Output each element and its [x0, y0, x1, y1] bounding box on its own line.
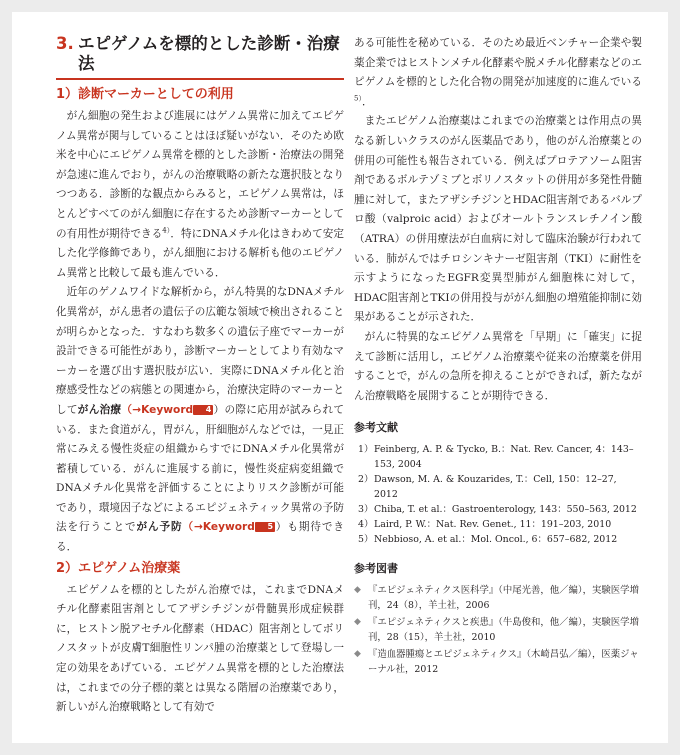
paragraph-1-text-b: ．特にDNAメチル化はきわめて安定した化学修飾であり，がん細胞における解析も他のエピゲノム異常と比較して最も進んでいる． [56, 227, 344, 279]
page [12, 12, 668, 743]
reference-item [354, 502, 642, 517]
reference-item [354, 442, 642, 472]
section-rule [56, 78, 344, 80]
reference-text: Feinberg, A. P. & Tycko, B.：Nat. Rev. Cancer, 4：143–153, 2004 [374, 444, 634, 471]
paragraph-2-text-b: ）の際に応用が試みられている．また食道がん，胃がん，肝細胞がんなどでは，一見正常にみえる慢性炎症の組織からすでにDNAメチル化異常が蓄積している．がんに進展する前に，慢性炎症病変組織でDNAメチル化異常を評価することによりリスク診断が可能であり，環境因子などによるエピジェネティック異常の予防法を行うことで [56, 403, 345, 534]
reference-number: 5） [358, 534, 374, 546]
paragraph-3-text-b: ある可能性を秘めている．そのため最近ベンチャー企業や製薬企業ではヒストンメチル化酵素や脱メチル化酵素などのエピゲノムを標的とした化合物の開発が加速度的に進んでいる [354, 37, 642, 89]
keyword-number-5[interactable]: 5 [255, 522, 275, 532]
book-text: 『エピジェネティクスと疾患』（牛島俊和，他／編），実験医学増刊，28（15），羊土社，2010 [368, 617, 639, 644]
reference-text: Dawson, M. A. & Kouzarides, T.：Cell, 150：12–27, 2012 [374, 474, 617, 501]
paragraph-2 [56, 283, 344, 557]
citation-5: 5） [354, 94, 362, 103]
term-cancer-treatment: がん治療 [77, 403, 122, 416]
paragraph-3 [56, 581, 344, 718]
section-number: 3. [56, 34, 74, 53]
book-item [354, 615, 642, 645]
book-item [354, 583, 642, 613]
book-item [354, 647, 642, 677]
reference-item [354, 517, 642, 532]
keyword-link-5[interactable]: （→Keyword [182, 521, 255, 534]
subsection-drugs-title: 2）エピゲノム治療薬 [56, 560, 181, 576]
citation-4: 4） [162, 226, 171, 235]
books-heading: 参考図書 [354, 562, 398, 576]
reference-number: 4） [358, 519, 374, 531]
reference-number: 3） [358, 504, 374, 516]
diamond-bullet-icon: ◆ [354, 585, 361, 596]
paragraph-3-continued [354, 34, 642, 112]
section-title [56, 34, 344, 74]
paragraph-2-text-c: ）も期待できる． [56, 521, 345, 554]
book-text: 『エピジェネティクス医科学』（中尾光善，他／編），実験医学増刊，24（8），羊土社，2006 [368, 585, 639, 612]
paragraph-3-text-a: エピゲノムを標的としたがん治療では，これまでDNAメチル化酵素阻害剤としてアザシチジンが骨髄異形成症候群に，ヒストン脱アセチル化酵素（HDAC）阻害剤としてボリノスタットが皮膚T細胞性リンパ腫の治療薬として登場し一定の効果をあげている．エピゲノム異常を標的とした治療法は，これまでの分子標的薬とは異なる階層の治療薬であり，新しいがん治療戦略として有効で [56, 583, 344, 714]
subsection-diagnostic-title: 1）診断マーカーとしての利用 [56, 87, 234, 102]
paragraph-4: またエピゲノム治療薬はこれまでの治療薬とは作用点の異なる新しいクラスのがん医薬品であり，他のがん治療薬との併用の可能性も報告されている．例えばプロテアソーム阻害剤であるボルテゾミブとボリノスタットの併用が多発性骨髄腫に対して，またアザシチジンとHDAC阻害剤であるバルプロ酸（valproic acid）およびオールトランスレチノイン酸（ATRA）の併用療法が白血病に対して臨床治験が行われている．肺がんではチロシンキナーゼ阻害剤（TKI）に耐性を示すようになったEGFR変異型肺がん細胞株に対して，HDAC阻害剤とTKIの併用投与ががん細胞の増殖能抑制に効果があることが示された． [354, 115, 642, 324]
reference-text: Nebbioso, A. et al.：Mol. Oncol., 6：657–682, 2012 [374, 534, 618, 546]
reference-text: Laird, P. W.：Nat. Rev. Genet., 11：191–203, 2010 [374, 519, 612, 531]
book-text: 『造血器腫瘍とエピジェネティクス』（木崎昌弘／編），医薬ジャーナル社，2012 [368, 649, 639, 676]
reference-number: 2） [358, 474, 374, 486]
diamond-bullet-icon: ◆ [354, 649, 361, 660]
references-heading: 参考文献 [354, 421, 398, 435]
reference-item [354, 532, 642, 547]
term-cancer-prevention: がん予防 [136, 521, 183, 534]
right-column [354, 34, 642, 679]
keyword-number-4[interactable]: 4 [193, 405, 213, 415]
left-column [56, 34, 344, 718]
books-list [354, 583, 642, 677]
paragraph-5: がんに特異的なエピゲノム異常を「早期」に「確実」に捉えて診断に活用し，エピゲノム治療薬や従来の治療薬を併用することで，がんの急所を抑えることができれば，新たながん治療戦略を展開することが期待できる． [354, 330, 642, 402]
paragraph-2-text-a: 近年のゲノムワイドな解析から，がん特異的なDNAメチル化異常が，がん患者の遺伝子の広範な領域で検出されることが明らかとなった．すなわち数多くの遺伝子座でマーカーが設計できる可能性があり，診断マーカーとしてより有効なマーカーを選び出す選択肢が広い．実際にDNAメチル化と治療感受性などの病態との関連から，治療決定時のマーカーとして [56, 286, 344, 416]
diamond-bullet-icon: ◆ [354, 617, 361, 628]
section-title-text: エピゲノムを標的とした診断・治療法 [78, 34, 340, 73]
reference-number: 1） [358, 444, 374, 456]
paragraph-1-text-a: がん細胞の発生および進展にはゲノム異常に加えてエピゲノム異常が関与していることはほぼ疑いがない．そのため欧米を中心にエピゲノム異常を標的とした診断・治療法の開発が急速に進んでおり，がんの治療戦略の新たな選択肢となりつつある．診断的な観点からみると，エピゲノム異常は，ほとんどすべてのがん細胞に存在するため診断マーカーとしての有用性が期待できる [56, 110, 344, 240]
reference-item [354, 472, 642, 502]
keyword-link-4[interactable]: （→Keyword [121, 403, 194, 416]
paragraph-3-text-c: ． [361, 95, 373, 108]
paragraph-1 [56, 107, 344, 283]
references-list [354, 442, 642, 547]
reference-text: Chiba, T. et al.：Gastroenterology, 143：550–563, 2012 [374, 504, 637, 516]
